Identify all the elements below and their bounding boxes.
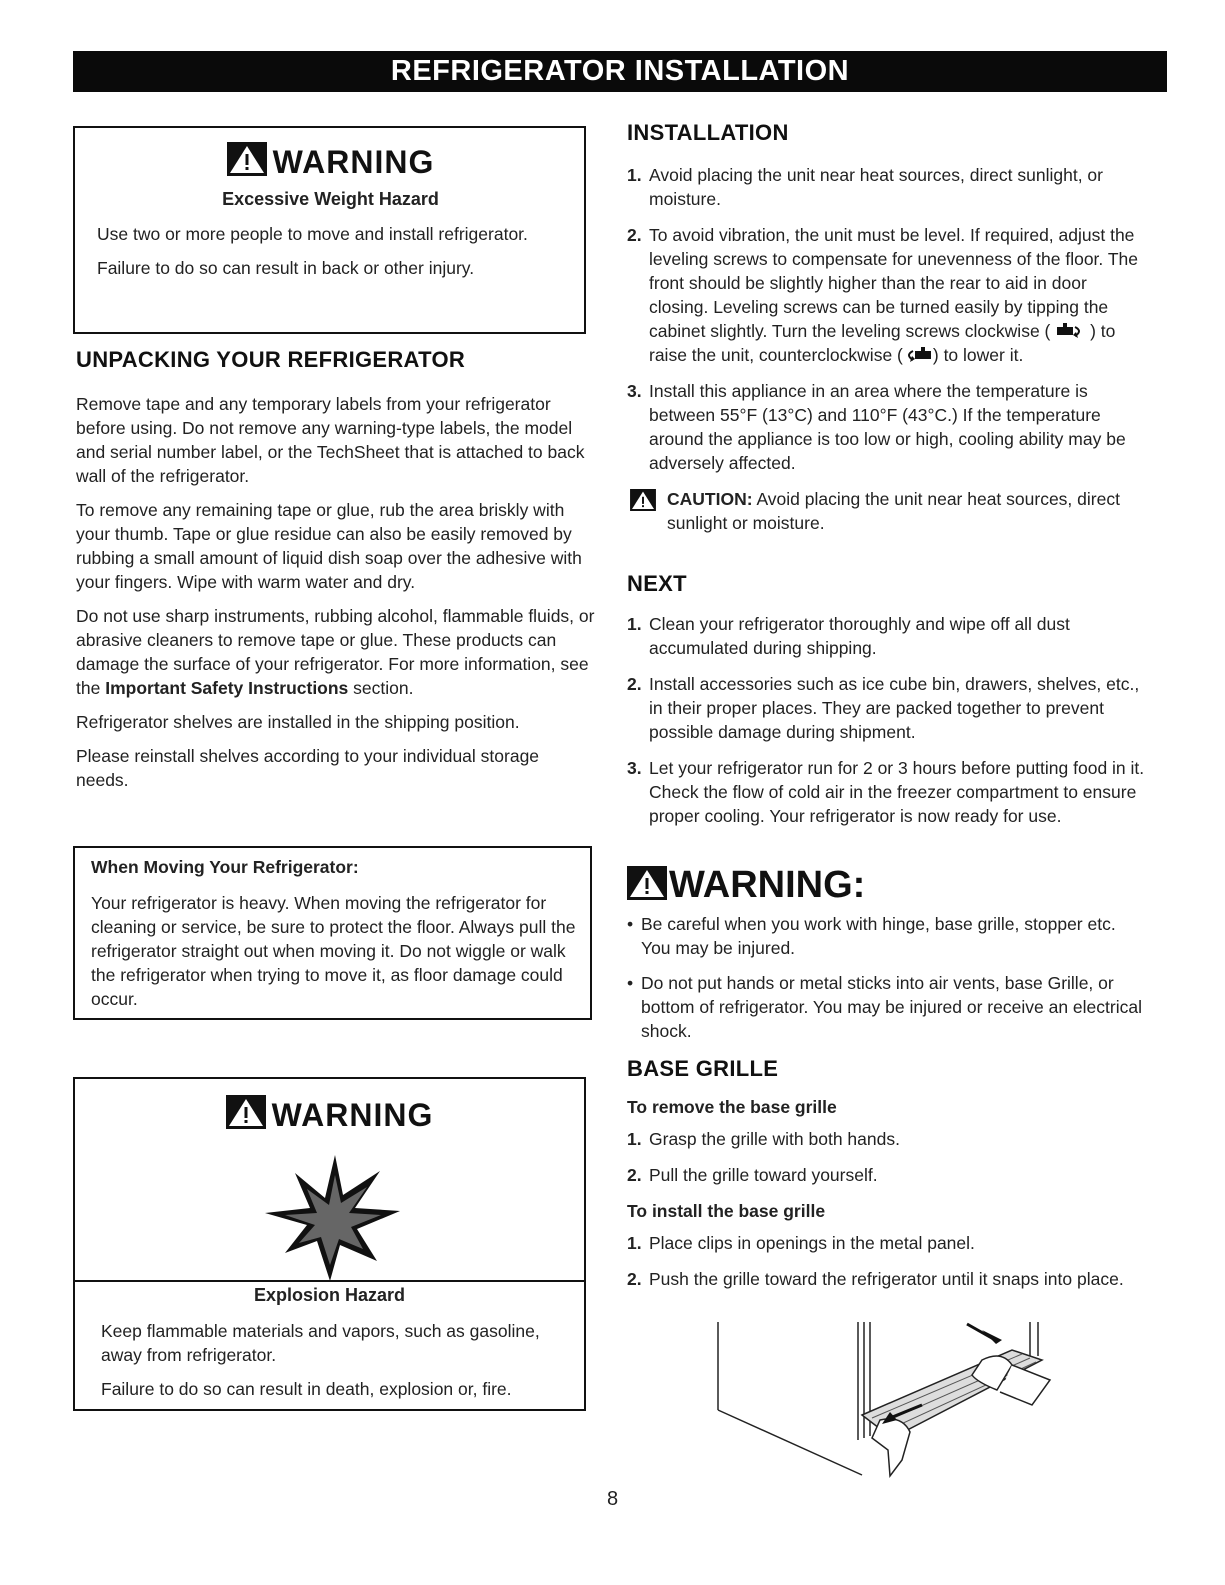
- installation-section: [627, 121, 1147, 535]
- page-number: 8: [606, 1488, 619, 1510]
- weight-warning-text: Use two or more people to move and install refrigerator.: [97, 224, 528, 244]
- warning-triangle-icon: [227, 142, 267, 176]
- moving-box: [73, 846, 592, 1020]
- install-grille-title: To install the base grille: [627, 1201, 826, 1221]
- unpacking-p2: To remove any remaining tape or glue, rub the area briskly with your thumb. Tape or glue residue can also be easily removed by rubbing a small amount of liquid dish soap over the adhesive with your fingers. Wipe with warm water and dry.: [76, 500, 582, 592]
- caution-triangle-icon: [630, 489, 656, 511]
- hinge-warning-bullet-2: • Do not put hands or metal sticks into air vents, base Grille, or bottom of refrigerator. You may be injured or receive an electrical shock.: [627, 973, 1142, 1041]
- moving-title: When Moving Your Refrigerator:: [91, 857, 359, 877]
- remove-step-2: 2. Pull the grille toward yourself.: [627, 1165, 878, 1185]
- installation-step-1: 1. Avoid placing the unit near heat sources, direct sunlight, or moisture.: [627, 165, 1103, 209]
- explosion-icon: [255, 1153, 405, 1283]
- installation-step-2: 2. To avoid vibration, the unit must be level. If required, adjust the leveling screws to compensate for unevenness of the floor. The front should be slightly higher than the rear to aid in door closing. Leveling screws can be turned easily by tipping the cabinet slightly. Turn the leveling screws clockwise ( ) to raise the unit, counterclockwise ( ) to lower it.: [627, 225, 1138, 365]
- next-step-2: 2. Install accessories such as ice cube bin, drawers, shelves, etc., in their proper places. They are packed together to prevent possible damage during shipment.: [627, 674, 1140, 742]
- unpacking-p3: Do not use sharp instruments, rubbing alcohol, flammable fluids, or abrasive cleaners to remove tape or glue. These products can damage the surface of your refrigerator. For more information, see the Important Safety Instructions section.: [76, 606, 595, 698]
- weight-warning-title: WARNING: [97, 142, 564, 181]
- install-step-1: 1. Place clips in openings in the metal panel.: [627, 1233, 975, 1253]
- unpacking-p5: Please reinstall shelves according to your individual storage needs.: [76, 746, 540, 790]
- explosion-warning-text: Keep flammable materials and vapors, such as gasoline, away from refrigerator.: [101, 1321, 540, 1365]
- unpacking-p4: Refrigerator shelves are installed in the shipping position.: [76, 712, 520, 732]
- explosion-warning-box: [73, 1077, 586, 1411]
- installation-step-3: 3. Install this appliance in an area where the temperature is between 55°F (13°C) and 110°F (43°C.) If the temperature around the appliance is too low or high, cooling ability may be adversely affected.: [627, 381, 1126, 473]
- explosion-hazard-subtitle: Explosion Hazard: [253, 1285, 406, 1305]
- base-grille-section: [627, 1057, 1147, 1303]
- remove-step-1: 1. Grasp the grille with both hands.: [627, 1129, 900, 1149]
- unpacking-heading: UNPACKING YOUR REFRIGERATOR: [76, 347, 466, 372]
- warning-triangle-icon: [627, 866, 667, 900]
- installation-heading: INSTALLATION: [627, 120, 789, 145]
- clockwise-screw-icon: [1055, 323, 1085, 339]
- next-heading: NEXT: [627, 571, 687, 596]
- unpacking-section: [76, 348, 596, 792]
- weight-warning-box: [73, 126, 586, 334]
- base-grille-heading: BASE GRILLE: [627, 1056, 779, 1081]
- next-step-1: 1. Clean your refrigerator thoroughly and wipe off all dust accumulated during shipping.: [627, 614, 1070, 658]
- remove-grille-title: To remove the base grille: [627, 1097, 837, 1117]
- page-banner: REFRIGERATOR INSTALLATION: [73, 51, 1167, 92]
- hinge-warning-title: WARNING:: [627, 862, 1147, 908]
- next-step-3: 3. Let your refrigerator run for 2 or 3 hours before putting food in it. Check the flow of cold air in the freezer compartment to ensure proper cooling. Your refrigerator is now ready for use.: [627, 758, 1145, 826]
- explosion-warning-title: WARNING: [75, 1095, 584, 1134]
- counterclockwise-screw-icon: [903, 347, 933, 363]
- base-grille-illustration: [712, 1320, 1052, 1480]
- caution-note: CAUTION: Avoid placing the unit near heat sources, direct sunlight or moisture.: [627, 487, 1147, 535]
- warning-triangle-icon: [226, 1095, 266, 1129]
- weight-hazard-subtitle: Excessive Weight Hazard: [222, 189, 439, 209]
- install-step-2: 2. Push the grille toward the refrigerator until it snaps into place.: [627, 1269, 1124, 1289]
- weight-warning-consequence: Failure to do so can result in back or other injury.: [97, 258, 475, 278]
- next-section: [627, 572, 1147, 840]
- hinge-warning-bullet-1: • Be careful when you work with hinge, base grille, stopper etc. You may be injured.: [627, 914, 1116, 958]
- unpacking-p1: Remove tape and any temporary labels from your refrigerator before using. Do not remove any warning-type labels, the model and serial number label, or the TechSheet that is attached to back wall of the refrigerator.: [76, 394, 585, 486]
- explosion-divider: [75, 1280, 584, 1282]
- hinge-warning-section: [627, 862, 1147, 1054]
- explosion-warning-consequence: Failure to do so can result in death, explosion or, fire.: [101, 1379, 512, 1399]
- moving-text: Your refrigerator is heavy. When moving the refrigerator for cleaning or service, be sure to protect the floor. Always pull the refrigerator straight out when moving it. Do not wiggle or walk the refrigerator when trying to move it, as floor damage could occur.: [91, 893, 576, 1009]
